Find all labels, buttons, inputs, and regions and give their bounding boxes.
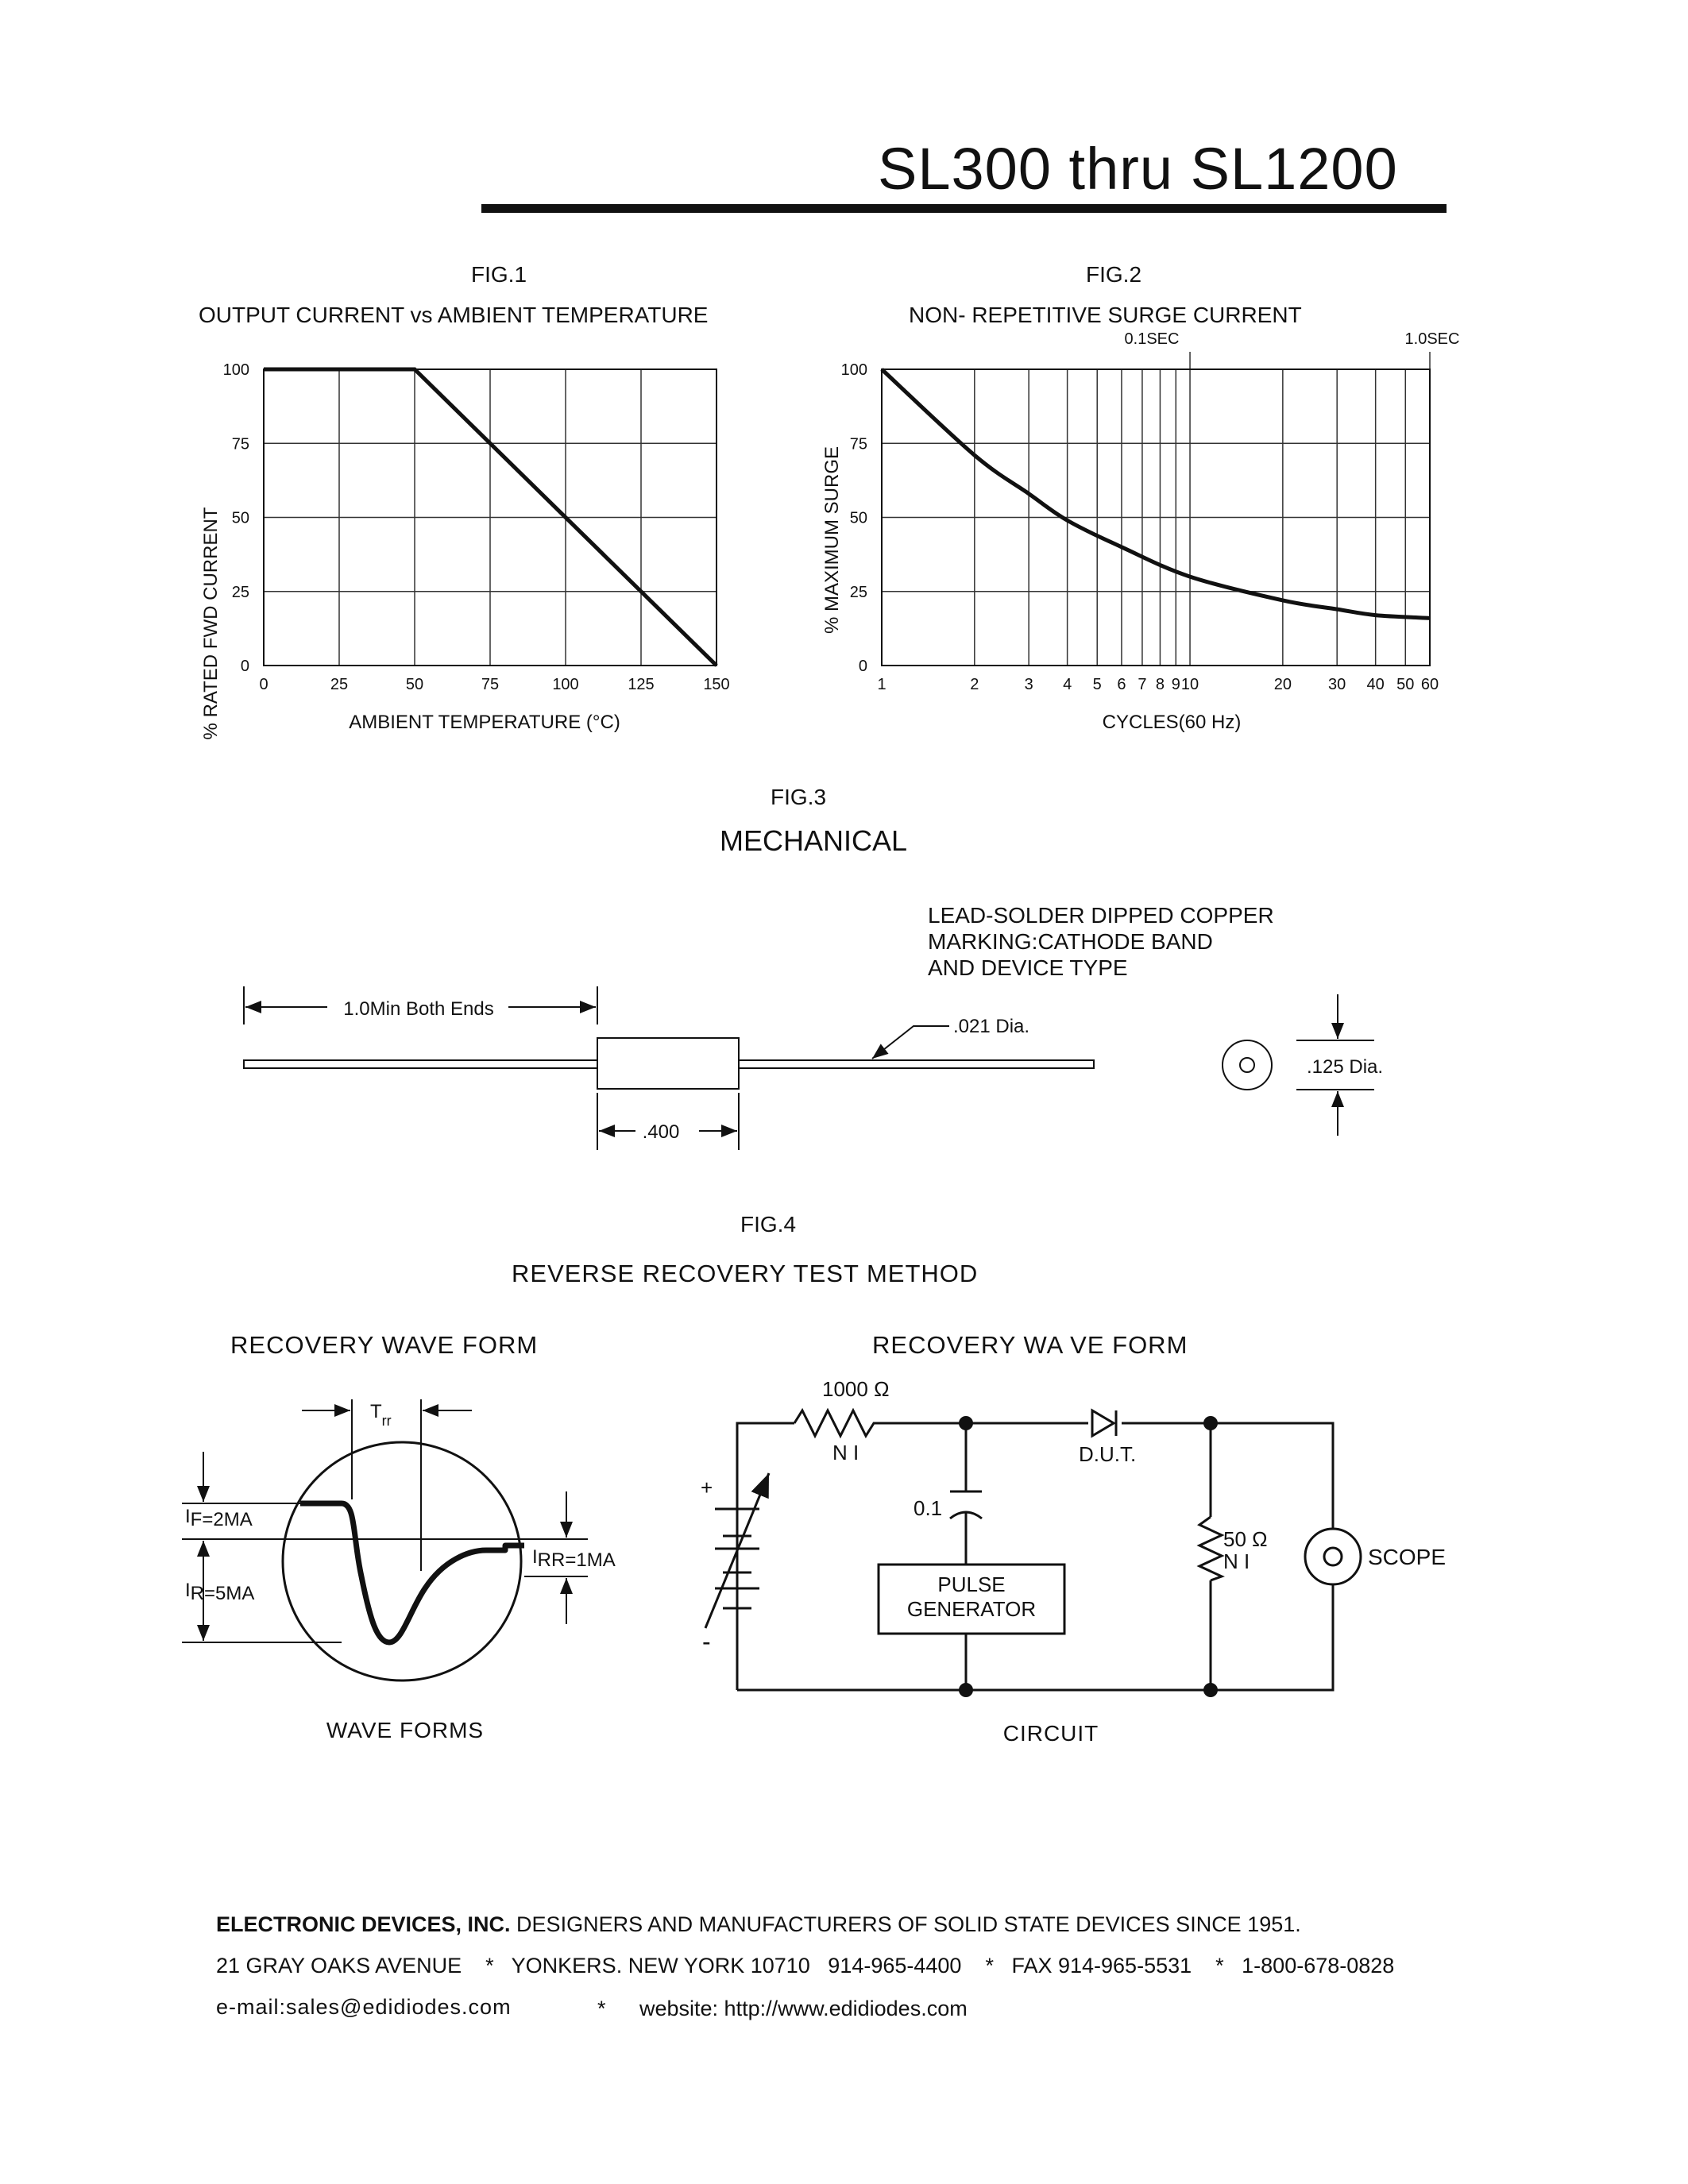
- fig4-title: REVERSE RECOVERY TEST METHOD: [512, 1260, 979, 1287]
- irr-label: IRR=1MA: [532, 1546, 616, 1571]
- fig4-label: FIG.4: [740, 1212, 797, 1237]
- fig2-x-tick: 20: [1273, 676, 1292, 693]
- scope-label: SCOPE: [1368, 1545, 1447, 1569]
- fig2-x-tick: 5: [1092, 676, 1102, 693]
- resistor1-label: 1000 Ω: [822, 1377, 890, 1401]
- fig2-x-tick: 4: [1063, 676, 1072, 693]
- fig2-x-tick: 60: [1420, 676, 1439, 693]
- fig2-x-tick: 50: [1396, 676, 1415, 693]
- fig1-x-tick: 150: [703, 676, 730, 693]
- if-label: IF=2MA: [185, 1506, 253, 1530]
- battery-plus: +: [701, 1476, 713, 1499]
- resistor2-note: N I: [1223, 1549, 1250, 1573]
- resistor-50: [1199, 1517, 1222, 1580]
- fig1-ylabel: % RATED FWD CURRENT: [200, 507, 222, 740]
- fig1-y-tick: 75: [231, 435, 249, 453]
- footer-email: e-mail:sales@edidiodes.com: [216, 1995, 512, 2019]
- waveforms-caption: WAVE FORMS: [326, 1718, 485, 1742]
- fig3-note-line: AND DEVICE TYPE: [928, 955, 1128, 980]
- fig1-xlabel: AMBIENT TEMPERATURE (°C): [349, 712, 620, 733]
- fig3-note-line: MARKING:CATHODE BAND: [928, 929, 1213, 954]
- fig2-label: FIG.2: [1086, 262, 1142, 287]
- lead-dia-label: .021 Dia.: [953, 1016, 1030, 1037]
- fig1-x-tick: 0: [259, 676, 268, 693]
- fig1-x-tick: 50: [405, 676, 424, 693]
- fig1-x-tick: 25: [330, 676, 349, 693]
- fig1-y-tick: 0: [240, 658, 249, 675]
- footer-address: 21 GRAY OAKS AVENUE * YONKERS. NEW YORK 10710 914-965-4400 * FAX 914-965-5531 * 1-800-678-0828: [216, 1954, 1395, 1978]
- dut-label: D.U.T.: [1079, 1442, 1137, 1466]
- fig2-x-tick: 6: [1117, 676, 1126, 693]
- fig1-title: OUTPUT CURRENT vs AMBIENT TEMPERATURE: [199, 303, 709, 327]
- fig1-x-tick: 75: [481, 676, 500, 693]
- fig2-ylabel: % MAXIMUM SURGE: [821, 446, 843, 635]
- fig1-label: FIG.1: [471, 262, 527, 287]
- fig2-x-tick: 10: [1180, 676, 1199, 693]
- fig2-y-tick: 0: [858, 658, 867, 675]
- resistor1-note: N I: [832, 1441, 859, 1464]
- pulse-gen-line2: GENERATOR: [906, 1597, 1037, 1621]
- trr-label: $T_{rr}$: [370, 1401, 392, 1429]
- fig2-marker-10: 1.0SEC: [1404, 330, 1460, 348]
- lead-length-label: 1.0Min Both Ends: [343, 998, 494, 1020]
- fig2-x-tick: 8: [1155, 676, 1165, 693]
- circuit-title: RECOVERY WA VE FORM: [872, 1331, 1188, 1359]
- fig2-x-tick: 7: [1138, 676, 1147, 693]
- battery-minus: -: [702, 1627, 711, 1656]
- company-tagline: DESIGNERS AND MANUFACTURERS OF SOLID STATE DEVICES SINCE 1951.: [510, 1912, 1301, 1936]
- fig2-marker-01: 0.1SEC: [1124, 330, 1180, 348]
- fig2-y-tick: 100: [840, 361, 867, 379]
- footer-website: website: http://www.edidiodes.com: [639, 1997, 968, 2020]
- pulse-gen-line1: PULSE: [937, 1572, 1006, 1596]
- footer-line-1: [216, 1912, 1301, 1937]
- fig1-x-tick: 100: [552, 676, 579, 693]
- fig1-y-tick: 100: [222, 361, 249, 379]
- fig2-y-tick: 25: [849, 583, 867, 601]
- company-name: ELECTRONIC DEVICES, INC.: [216, 1912, 511, 1936]
- fig2-title: NON- REPETITIVE SURGE CURRENT: [909, 303, 1302, 327]
- resistor-1000: [794, 1410, 882, 1436]
- dut-diode: [1092, 1410, 1114, 1436]
- fig2-x-tick: 2: [970, 676, 979, 693]
- fig3-label: FIG.3: [771, 785, 827, 809]
- circuit-caption: CIRCUIT: [1002, 1721, 1099, 1746]
- fig3-note-line: LEAD-SOLDER DIPPED COPPER: [928, 903, 1274, 928]
- scope: [1305, 1529, 1361, 1584]
- footer-separator: *: [597, 1997, 606, 2020]
- fig1-y-tick: 50: [231, 509, 249, 527]
- waveform-title: RECOVERY WAVE FORM: [230, 1331, 539, 1359]
- body-dia-label: .125 Dia.: [1307, 1056, 1384, 1078]
- fig2-x-tick: 40: [1366, 676, 1385, 693]
- fig2-x-tick: 1: [877, 676, 886, 693]
- fig2-x-tick: 3: [1024, 676, 1033, 693]
- resistor2-label: 50 Ω: [1223, 1527, 1268, 1551]
- fig1-y-tick: 25: [231, 583, 249, 601]
- fig2-y-tick: 50: [849, 509, 867, 527]
- fig3-title: MECHANICAL: [720, 824, 908, 857]
- fig2-x-tick: 30: [1328, 676, 1346, 693]
- capacitor-label: 0.1: [914, 1496, 943, 1520]
- body-length-label: .400: [642, 1121, 680, 1143]
- fig2-xlabel: CYCLES(60 Hz): [1102, 712, 1242, 733]
- fig1-x-tick: 125: [628, 676, 655, 693]
- ir-label: IR=5MA: [185, 1580, 255, 1604]
- fig2-y-tick: 75: [849, 435, 867, 453]
- fig2-x-tick: 9: [1171, 676, 1180, 693]
- page-title: SL300 thru SL1200: [878, 136, 1398, 202]
